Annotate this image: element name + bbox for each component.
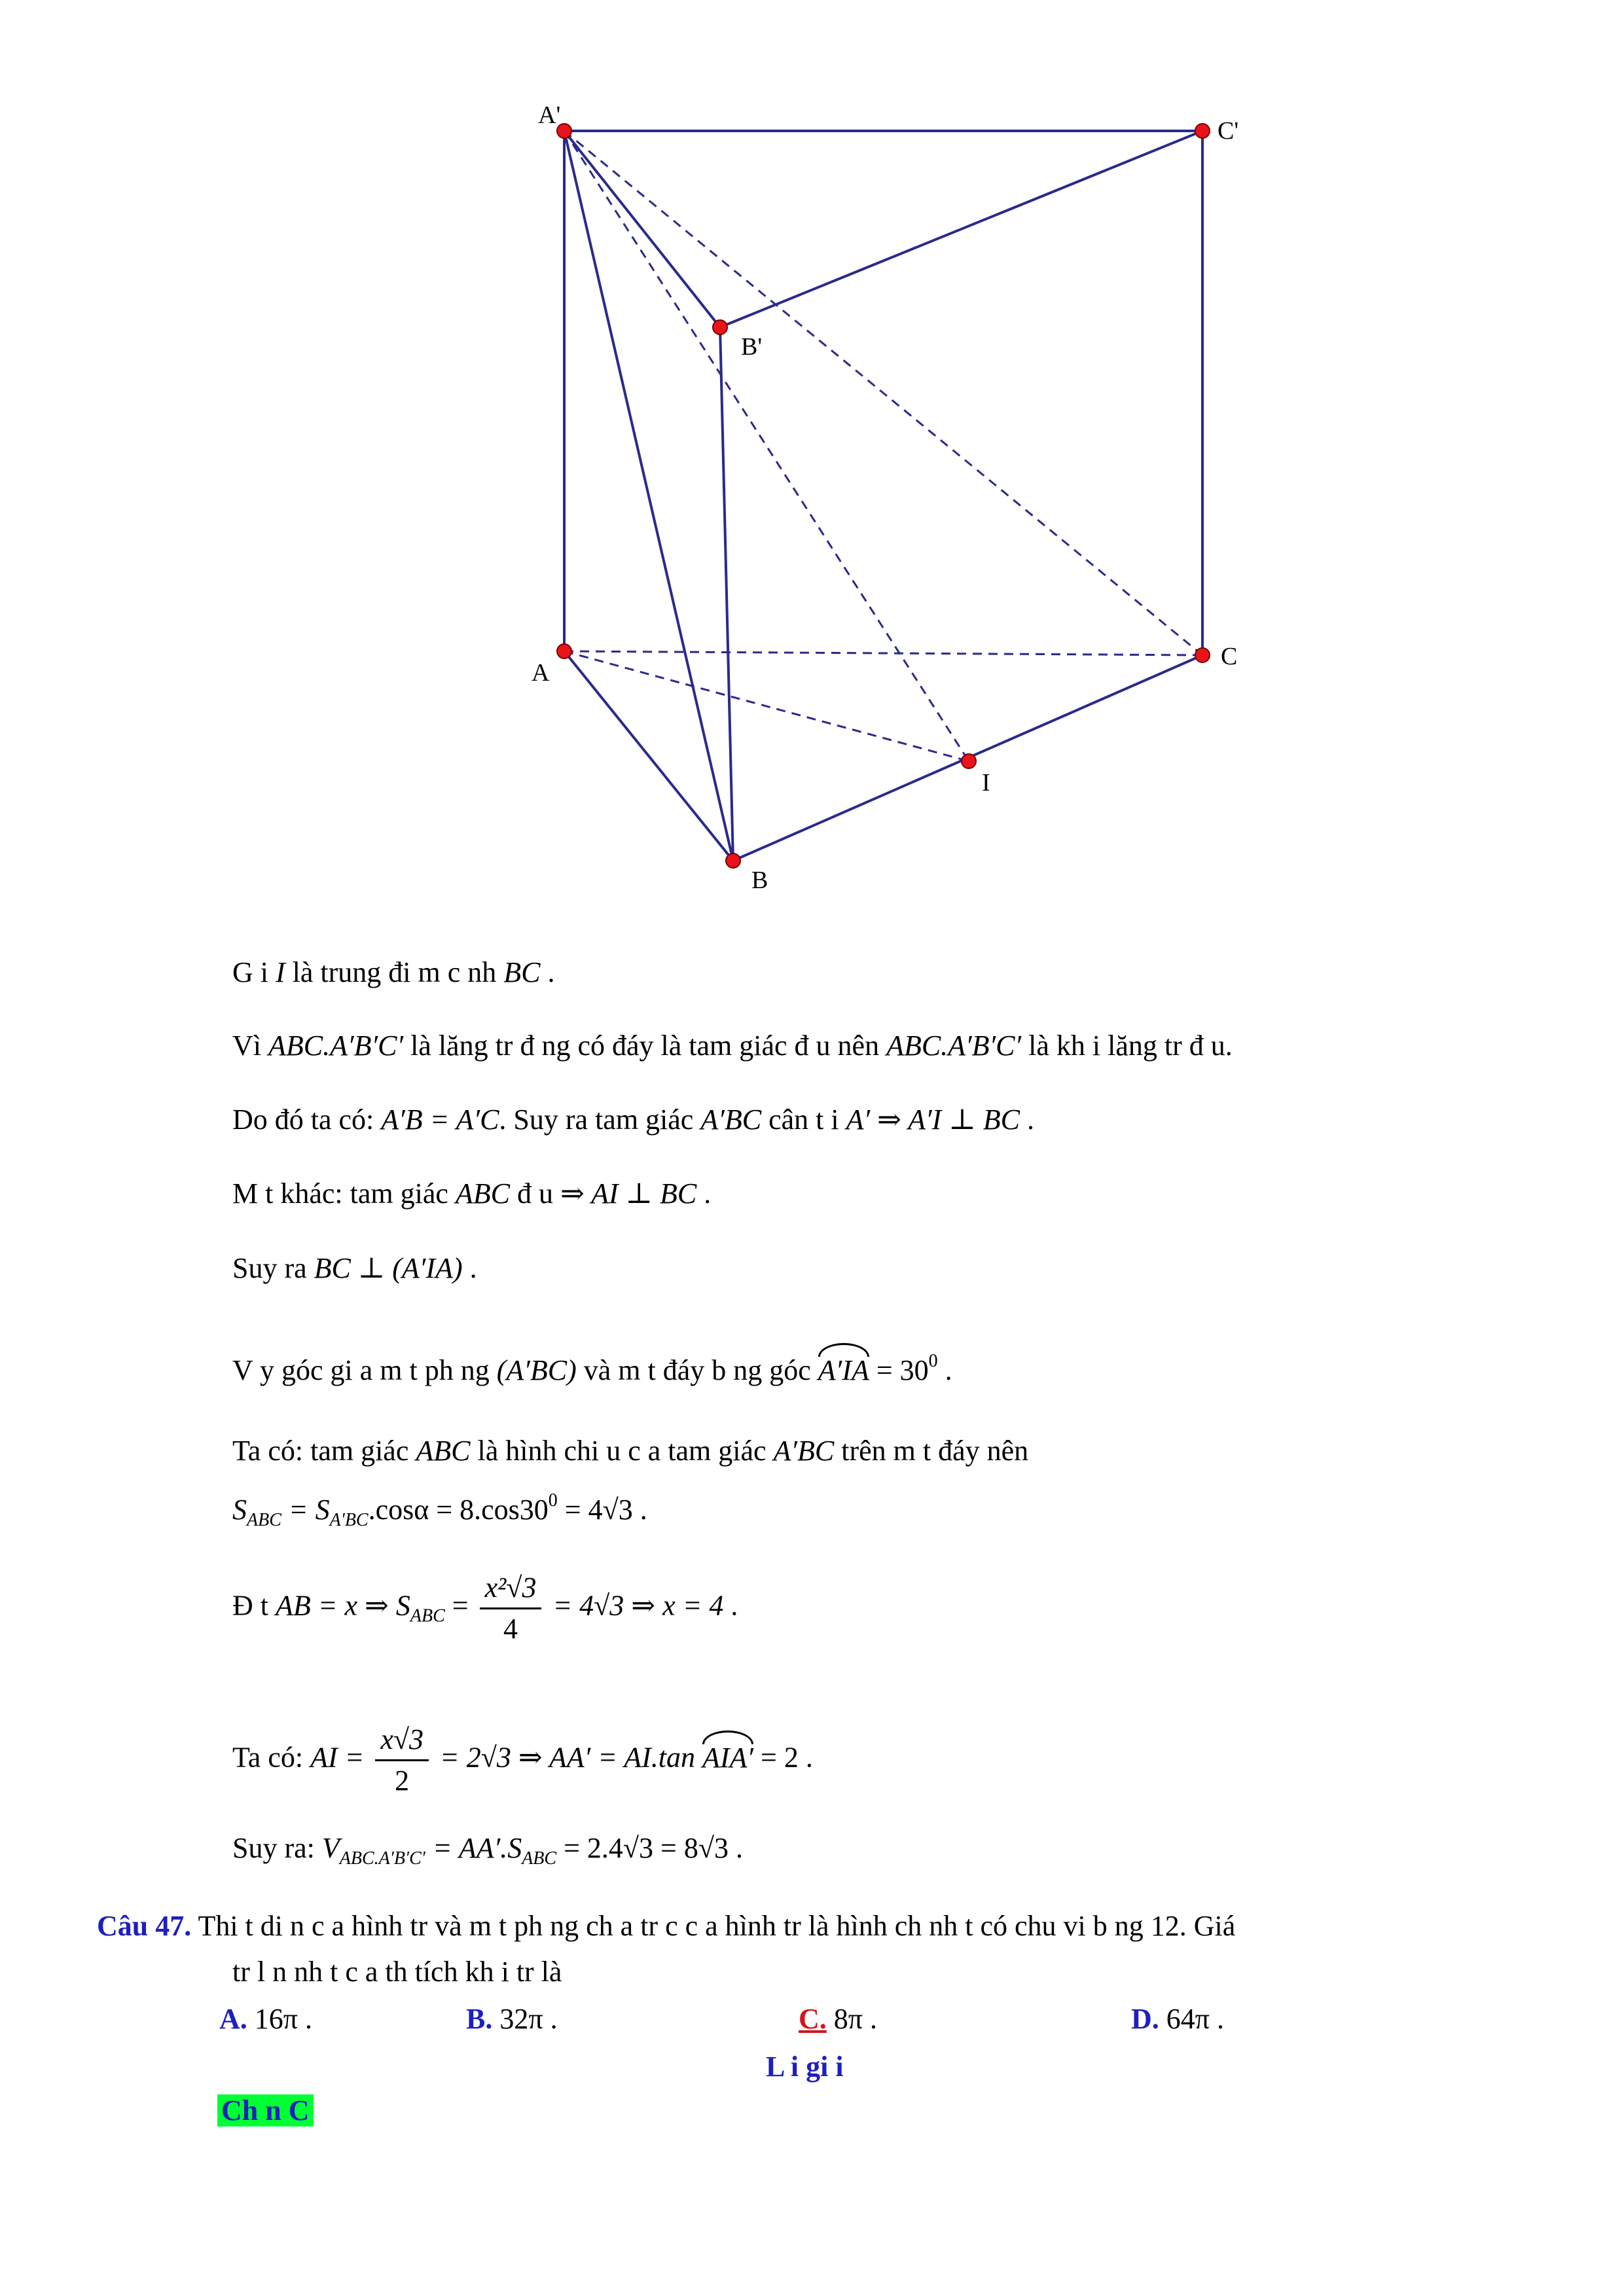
fraction-area: $\frac{\text{x²√3}}{4}$	[480, 1570, 542, 1647]
solution-line-4: M t khác: tam giác ABC đ u ⇒ AI ⊥ BC .	[232, 1177, 712, 1210]
solution-line-6: V y góc gi a m t ph ng (A′BC) và m t đáy b ng góc $A'IA = 30^0$ .	[232, 1343, 952, 1389]
question-number: Câu 47.	[97, 1910, 192, 1942]
solution-line-1: G i I là trung đi m c nh BC .	[232, 956, 555, 988]
answer-badge: Ch n C	[217, 2092, 314, 2129]
label-c1: C'	[1218, 117, 1239, 145]
point-c1	[1195, 124, 1210, 138]
fraction-ai: $\frac{x√3}{2}$	[375, 1721, 429, 1799]
edge-a1-b	[564, 131, 733, 861]
edge-a1-c	[564, 131, 1202, 655]
edge-b1-c1	[720, 131, 1202, 327]
option-a: A. 16π .	[219, 2003, 312, 2035]
option-c: C. 8π .	[799, 2003, 877, 2035]
point-b1	[713, 320, 727, 334]
solution-heading: L i gi i	[766, 2051, 844, 2083]
option-d: D. 64π .	[1131, 2003, 1224, 2035]
point-c	[1195, 648, 1210, 662]
solution-line-9: Đ t AB = x ⇒ $S_{ABC}$ = $\frac{\text{x²√3}}{4}$ = 4√3 ⇒ x = 4 .	[232, 1570, 738, 1647]
question-line-1: Câu 47. Thi t di n c a hình tr và m t ph ng ch a tr c c a hình tr là hình ch nh t có chu vi b ng 12. Giá	[97, 1910, 1236, 1942]
label-b1: B'	[741, 333, 763, 361]
solution-line-3: Do đó ta có: A′B = A′C. Suy ra tam giác A′BC cân t i A′ ⇒ A′I ⊥ BC .	[232, 1103, 1034, 1136]
point-b	[726, 853, 740, 868]
solution-line-2: Vì ABC.A′B′C′ là lăng tr đ ng có đáy là tam giác đ u nên ABC.A′B′C′ là kh i lăng tr đ u.	[232, 1030, 1233, 1062]
label-i: I	[982, 769, 990, 797]
label-a: A	[532, 659, 550, 687]
point-a	[557, 644, 571, 658]
prism-figure	[0, 0, 1624, 916]
label-b: B	[751, 867, 768, 894]
label-a1: A'	[538, 101, 561, 129]
option-b: B. 32π .	[466, 2003, 558, 2035]
solution-line-10: Ta có: AI = $\frac{x√3}{2}$ = 2√3 ⇒ AA′ = AI.tan AIA′ = 2 .	[232, 1721, 813, 1799]
edge-a1-i	[564, 131, 969, 761]
solution-line-7: Ta có: tam giác ABC là hình chi u c a tam giác A′BC trên m t đáy nên	[232, 1435, 1029, 1467]
edge-b1-b	[720, 327, 733, 861]
solution-line-11: Suy ra: $V_{ABC.A'B'C'} = AA'.S_{ABC} = 2.4√3 = 8√3$ .	[232, 1832, 744, 1869]
edge-a-c	[564, 651, 1202, 655]
label-c: C	[1221, 643, 1238, 670]
solution-line-5: Suy ra BC ⊥ (A′IA) .	[232, 1252, 477, 1284]
question-line-2: tr l n nh t c a th tích kh i tr là	[232, 1956, 562, 1988]
solution-line-8: $S_{ABC} = S_{A'BC}.\cos\alpha = 8.\cos 30^0 = 4√3$ .	[232, 1490, 647, 1530]
point-i	[962, 754, 976, 768]
